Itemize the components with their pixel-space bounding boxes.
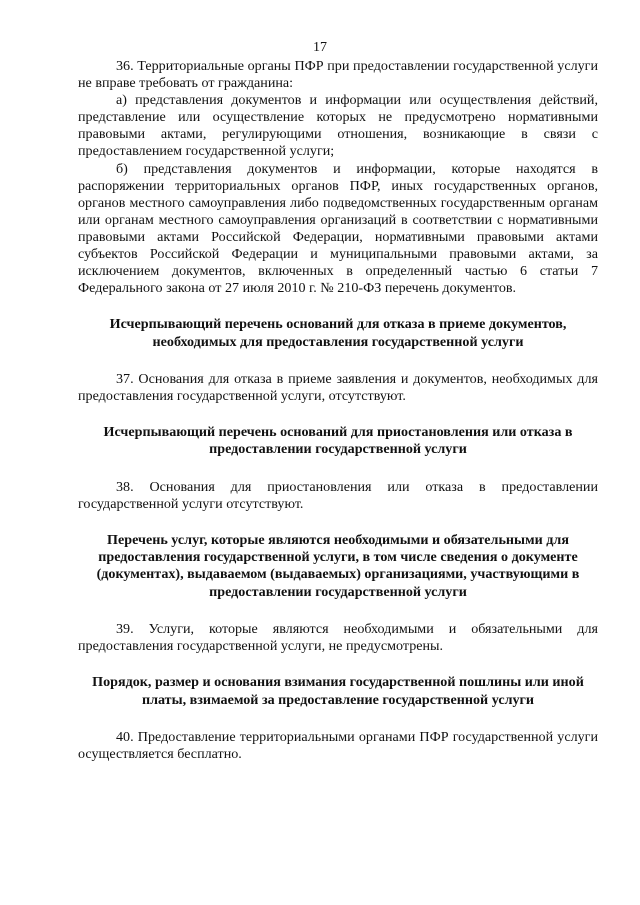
paragraph-38: 38. Основания для приостановления или отказа в предоставлении государственной услуги отсутствуют. [78, 478, 598, 512]
document-body [78, 58, 598, 763]
paragraph-36-item-b: б) представления документов и информации, которые находятся в распоряжении территориальных органов ПФР, иных государственных органов, органов местного самоуправления либо подведомственных государственным органам или органам местного самоуправления организаций в соответствии с нормативными правовыми актами Российской Федерации, нормативными правовыми актами субъектов Российской Федерации и муниципальными правовыми актами, за исключением документов, включенных в определенный частью 6 статьи 7 Федерального закона от 27 июля 2010 г. № 210-ФЗ перечень документов. [78, 160, 598, 297]
paragraph-39: 39. Услуги, которые являются необходимыми и обязательными для предоставления государственной услуги, не предусмотрены. [78, 621, 598, 655]
paragraph-37: 37. Основания для отказа в приеме заявления и документов, необходимых для предоставления государственной услуги, отсутствуют. [78, 370, 598, 404]
paragraph-36-item-a: а) представления документов и информации или осуществления действий, представление или осуществление которых не предусмотрено нормативными правовыми актами, регулирующими отношения, возникающие в связи с предоставлением государственной услуги; [78, 92, 598, 160]
paragraph-36-intro: 36. Территориальные органы ПФР при предоставлении государственной услуги не вправе требовать от гражданина: [78, 58, 598, 92]
section-heading-required-services: Перечень услуг, которые являются необходимыми и обязательными для предоставления государственной услуги, в том числе сведения о документе (документах), выдаваемом (выдаваемых) организациями, участвующими в предоставлении государственной услуги [96, 531, 580, 600]
paragraph-40: 40. Предоставление территориальными органами ПФР государственной услуги осуществляется бесплатно. [78, 728, 598, 762]
section-heading-suspension-refusal: Исчерпывающий перечень оснований для приостановления или отказа в предоставлении государственной услуги [103, 424, 573, 458]
section-heading-state-fee: Порядок, размер и основания взимания государственной пошлины или иной платы, взимаемой за предоставление государственной услуги [92, 674, 584, 708]
section-heading-refusal-acceptance: Исчерпывающий перечень оснований для отказа в приеме документов, необходимых для предоставления государственной услуги [109, 316, 567, 350]
page-number: 17 [313, 40, 327, 55]
